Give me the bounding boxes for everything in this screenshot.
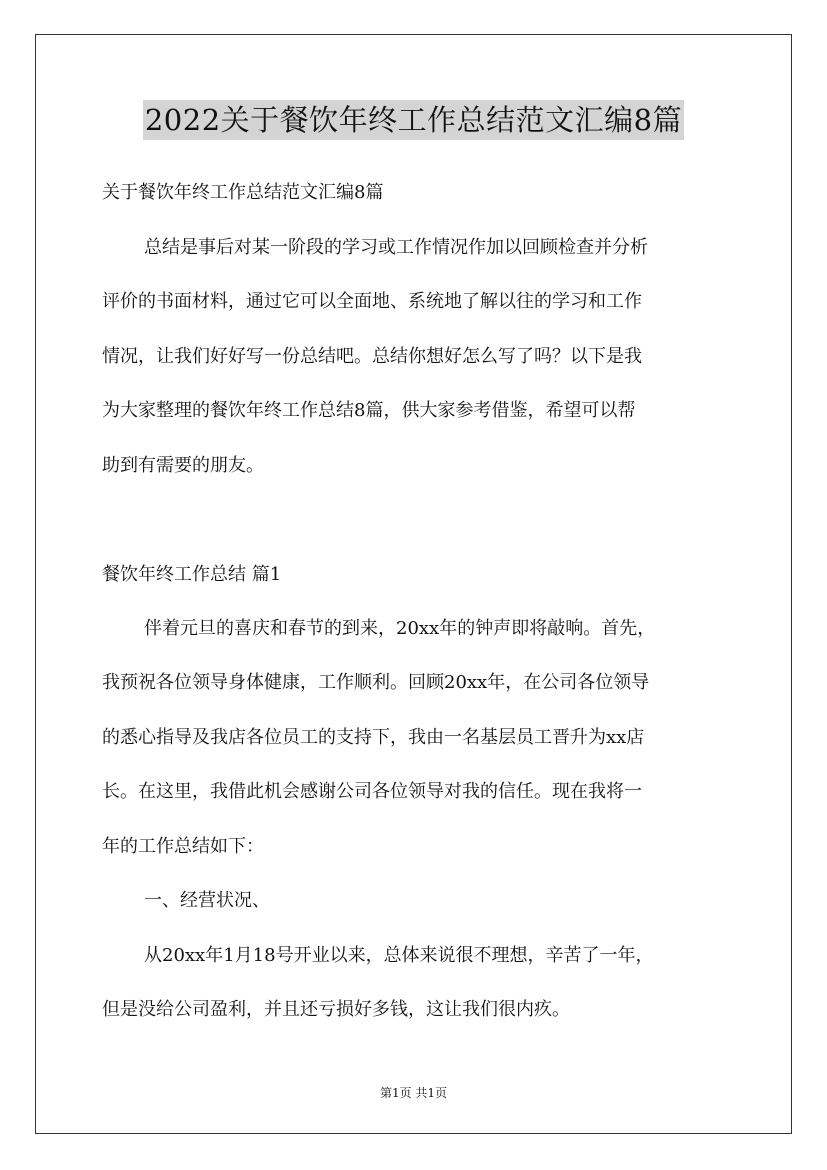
intro-line: 情况，让我们好好写一份总结吧。总结你想好怎么写了吗？以下是我 (102, 346, 642, 367)
body-line: 但是没给公司盈利，并且还亏损好多钱，这让我们很内疚。 (102, 999, 570, 1020)
section-line: 长。在这里，我借此机会感谢公司各位领导对我的信任。现在我将一 (102, 781, 642, 802)
page-footer: 第1页 共1页 (379, 1086, 448, 1100)
document-subtitle: 关于餐饮年终工作总结范文汇编8篇 (102, 182, 384, 203)
section-line: 的悉心指导及我店各位员工的支持下，我由一名基层员工晋升为xx店 (102, 727, 645, 748)
intro-line: 评价的书面材料，通过它可以全面地、系统地了解以往的学习和工作 (102, 291, 642, 312)
title-container (0, 100, 827, 140)
section-line: 伴着元旦的喜庆和春节的到来，20xx年的钟声即将敲响。首先， (144, 618, 656, 639)
subheading: 一、经营状况、 (144, 890, 270, 911)
intro-line: 助到有需要的朋友。 (102, 455, 264, 476)
intro-line: 为大家整理的餐饮年终工作总结8篇，供大家参考借鉴，希望可以帮 (102, 400, 636, 421)
intro-line: 总结是事后对某一阶段的学习或工作情况作加以回顾检查并分析 (144, 237, 648, 258)
section-line: 我预祝各位领导身体健康，工作顺利。回顾20xx年，在公司各位领导 (102, 672, 650, 693)
section-line: 年的工作总结如下： (102, 836, 264, 857)
document-title: 2022关于餐饮年终工作总结范文汇编8篇 (143, 100, 684, 140)
section-heading: 餐饮年终工作总结 篇1 (102, 564, 282, 585)
body-line: 从20xx年1月18号开业以来，总体来说很不理想，辛苦了一年， (144, 945, 654, 966)
